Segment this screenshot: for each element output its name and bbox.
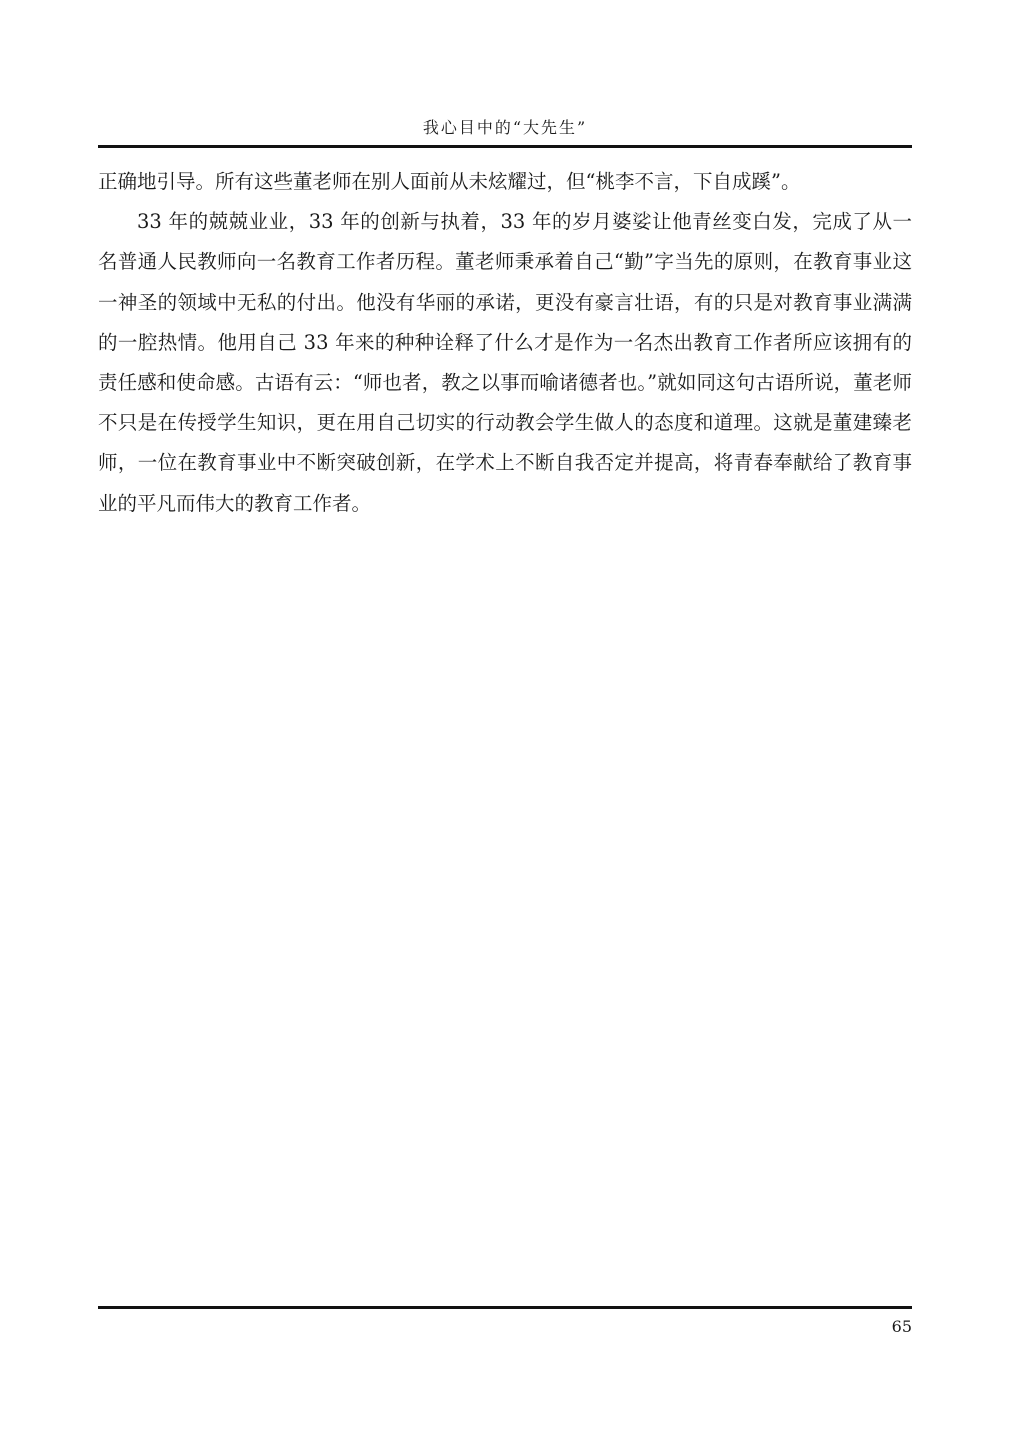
page-number: 65 xyxy=(891,1317,912,1336)
body-text xyxy=(98,162,912,524)
footer-divider xyxy=(98,1306,912,1309)
paragraph: 33 年的兢兢业业，33 年的创新与执着，33 年的岁月婆娑让他青丝变白发，完成了从一名普通人民教师向一名教育工作者历程。董老师秉承着自己“勤”字当先的原则，在教育事业这一神圣的领域中无私的付出。他没有华丽的承诺，更没有豪言壮语，有的只是对教育事业满满的一腔热情。他用自己 33 年来的种种诠释了什么才是作为一名杰出教育工作者所应该拥有的责任感和使命感。古语有云：“师也者，教之以事而喻诸德者也。”就如同这句古语所说，董老师不只是在传授学生知识，更在用自己切实的行动教会学生做人的态度和道理。这就是董建臻老师，一位在教育事业中不断突破创新，在学术上不断自我否定并提高，将青春奉献给了教育事业的平凡而伟大的教育工作者。 xyxy=(98,210,912,515)
header-divider xyxy=(98,145,912,148)
paragraph-continuation: 正确地引导。所有这些董老师在别人面前从未炫耀过，但“桃李不言，下自成蹊”。 xyxy=(98,170,801,193)
running-header-title: 我心目中的“大先生” xyxy=(422,118,588,137)
